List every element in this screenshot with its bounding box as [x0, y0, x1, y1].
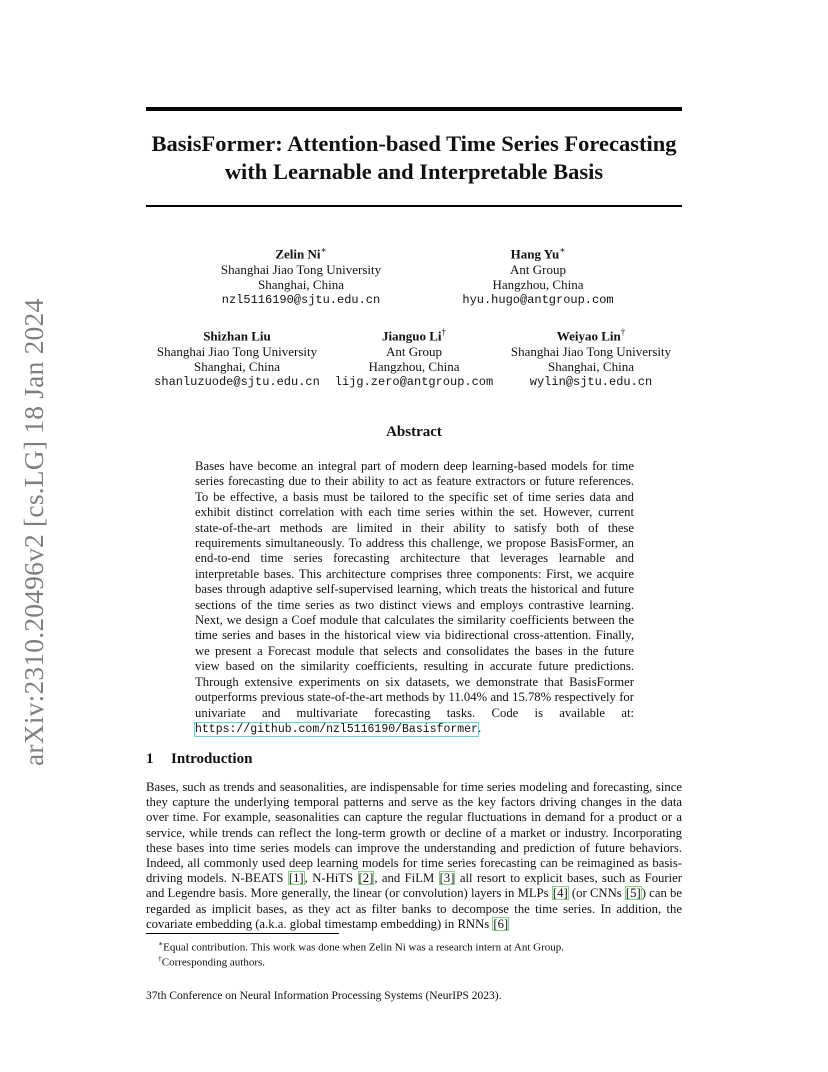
author-location: Hangzhou, China: [368, 359, 460, 375]
citation-link[interactable]: [2]: [358, 871, 374, 886]
citation-link[interactable]: [6]: [493, 916, 509, 931]
author-affiliation: Ant Group: [510, 261, 566, 277]
intro-text: Bases, such as trends and seasonalities, are indispensable for time series modeling and forecasting, since they capture the underlying temporal patterns and serve as the key factors driving changes in the data over time. For example, seasonalities can capture the regular fluctuations in demand for a product or a service, while trends can reflect the long-term growth or decline of a market or industry. Incorporating these bases into time series models can improve the understanding and prediction of future behaviors. Indeed, all commonly used deep learning models for time series forecasting can be reimagined as basis-driving models. N-BEATS: [146, 780, 682, 886]
code-link[interactable]: https://github.com/nzl5116190/Basisformer: [195, 722, 478, 736]
intro-text: ) can be regarded as implicit bases, as they act as filter banks to decompose the time series. In addition, the covariate embedding (a.k.a. global timestamp embedding) in RNNs: [146, 886, 683, 931]
abstract-end: .: [477, 720, 482, 735]
title-line-2: with Learnable and Interpretable Basis: [224, 159, 604, 184]
author-block: [332, 325, 496, 390]
author-affiliation: Shanghai Jiao Tong University: [220, 261, 382, 277]
section-heading: [146, 751, 252, 768]
citation-link[interactable]: [3]: [439, 871, 455, 886]
author-name: Hang Yu: [510, 246, 560, 262]
intro-text: , N-HiTS: [304, 871, 358, 886]
author-block: [146, 325, 328, 390]
abstract-text: Bases have become an integral part of modern deep learning-based models for time series forecasting due to their ability to act as feature extractors or future references. To be effective, a basis must be tailored to the specific set of time series data and exhibit distinct correlation with each time series within the set. However, current state-of-the-art methods are limited in their ability to satisfy both of these requirements simultaneously. To address this challenge, we propose BasisFormer, an end-to-end time series forecasting architecture that leverages learnable and interpretable bases. This architecture comprises three components: First, we acquire bases through adaptive self-supervised learning, which treats the historical and future sections of the time series as two distinct views and employs contrastive learning. Next, we design a Coef module that calculates the similarity coefficients between the time series and bases in the historical view via bidirectional cross-attention. Finally, we present a Forecast module that selects and consolidates the bases in the future view based on the similarity coefficients, resulting in accurate future predictions. Through extensive experiments on six datasets, we demonstrate that BasisFormer outperforms previous state-of-the-art methods by 11.04% and 15.78% respectively for univariate and multivariate forecasting tasks. Code is available at:: [195, 459, 634, 720]
intro-text: (or CNNs: [568, 886, 625, 901]
citation-link[interactable]: [4]: [552, 886, 568, 901]
arxiv-side-stamp: arXiv:2310.20496v2 [cs.LG] 18 Jan 2024: [18, 298, 49, 766]
abstract-body: [195, 459, 634, 737]
author-name: Shizhan Liu: [203, 328, 271, 344]
author-location: Shanghai, China: [194, 359, 280, 375]
footnote-rule: [146, 933, 339, 934]
author-affiliation: Ant Group: [386, 343, 442, 359]
author-location: Shanghai, China: [548, 359, 634, 375]
author-affiliation: Shanghai Jiao Tong University: [510, 343, 672, 359]
author-location: Hangzhou, China: [492, 277, 584, 293]
footnote: [158, 952, 265, 970]
title-line-1: BasisFormer: Attention-based Time Series Forecasting: [151, 131, 677, 156]
author-name: Zelin Ni: [275, 246, 321, 262]
author-mark: ∗: [559, 245, 566, 255]
author-name: Jianguo Li: [381, 328, 442, 344]
abstract-heading: Abstract: [386, 424, 442, 440]
author-block: [500, 325, 682, 390]
author-mark: †: [620, 327, 626, 337]
author-email: hyu.hugo@antgroup.com: [462, 292, 614, 307]
title-top-rule: [146, 107, 682, 111]
section-number: 1: [146, 751, 154, 767]
intro-text: , and FiLM: [374, 871, 439, 886]
footnote-text: Corresponding authors.: [161, 956, 266, 969]
paper-title: [146, 130, 682, 186]
author-location: Shanghai, China: [258, 277, 344, 293]
author-block: [196, 243, 406, 308]
footnote-text: Equal contribution. This work was done when Zelin Ni was a research intern at Ant Group.: [163, 941, 565, 954]
citation-link[interactable]: [5]: [625, 886, 641, 901]
author-mark: †: [441, 327, 447, 337]
author-name: Weiyao Lin: [556, 328, 621, 344]
footnote-mark: †: [158, 954, 162, 963]
author-email: nzl5116190@sjtu.edu.cn: [221, 292, 381, 307]
section-title: Introduction: [171, 751, 253, 767]
intro-text: all resort to explicit bases, such as Fourier and Legendre basis. More generally, the linear (or convolution) layers in MLPs: [146, 871, 683, 901]
author-email: shanluzuode@sjtu.edu.cn: [154, 374, 320, 389]
author-block: [443, 243, 633, 308]
author-email: wylin@sjtu.edu.cn: [529, 374, 653, 389]
author-affiliation: Shanghai Jiao Tong University: [156, 343, 318, 359]
conference-venue: 37th Conference on Neural Information Processing Systems (NeurIPS 2023).: [146, 990, 502, 1002]
author-email: lijg.zero@antgroup.com: [334, 374, 494, 389]
citation-link[interactable]: [1]: [288, 871, 304, 886]
title-bottom-rule: [146, 205, 682, 207]
author-mark: ∗: [320, 245, 327, 255]
intro-paragraph: [146, 780, 682, 932]
footnote-mark: ∗: [158, 939, 164, 948]
